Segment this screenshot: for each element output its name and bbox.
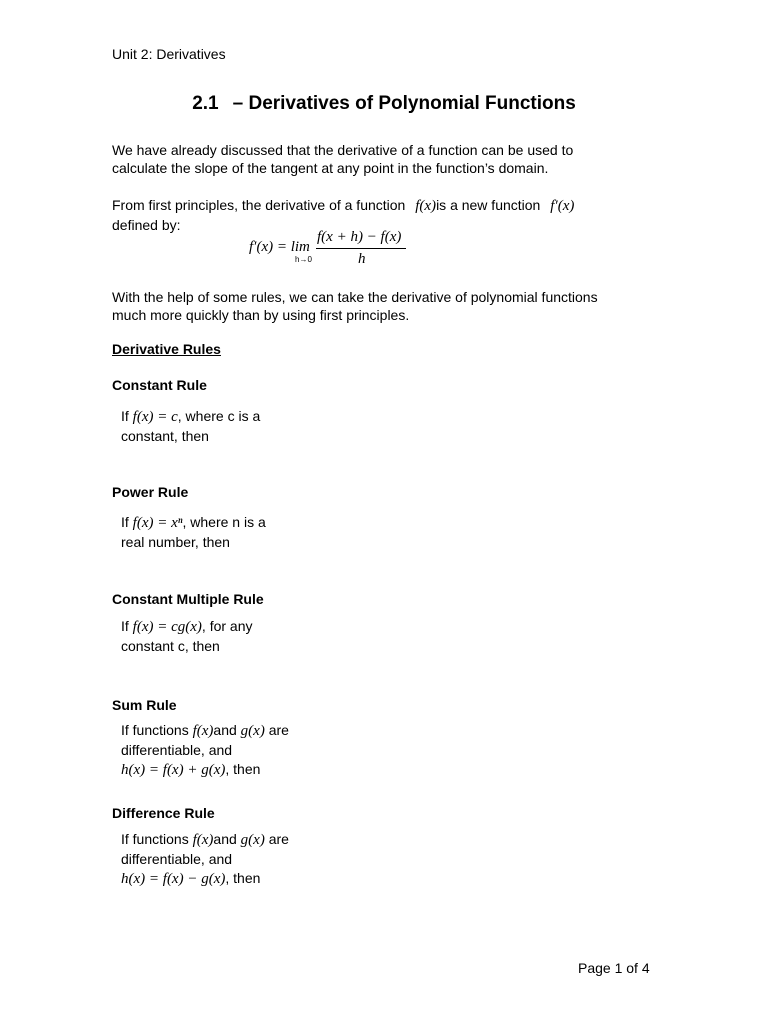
section-number: 2.1	[192, 93, 219, 114]
rule-text: and	[213, 831, 237, 847]
rule-text: If	[121, 408, 129, 424]
section-title: – Derivatives of Polynomial Functions	[232, 93, 576, 114]
difference-rule-heading: Difference Rule	[112, 805, 215, 821]
rule-text: , then	[225, 761, 261, 777]
first-principles-text-a: From first principles, the derivative of a function	[112, 197, 406, 213]
rule-text: If	[121, 618, 129, 634]
defined-by-text: defined by:	[112, 217, 181, 233]
rule-math: f(x)	[192, 723, 214, 739]
formula-lhs: f′(x) = lim	[249, 239, 310, 255]
power-rule-body	[121, 513, 266, 552]
formula-denominator: h	[358, 251, 366, 267]
page-title	[0, 93, 768, 115]
rule-text: If functions	[121, 722, 189, 738]
rule-math: f(x) = cg(x)	[132, 619, 202, 635]
intro-paragraph	[112, 141, 573, 177]
rule-text: are	[268, 722, 289, 738]
fx-expression: f(x)	[415, 198, 437, 214]
rule-math: f(x) = xⁿ	[132, 515, 183, 531]
rule-text: differentiable, and	[121, 742, 233, 758]
power-rule-heading: Power Rule	[112, 484, 189, 500]
rules-intro-paragraph	[112, 288, 598, 324]
sum-rule-heading: Sum Rule	[112, 697, 177, 713]
rule-text: constant c, then	[121, 638, 220, 654]
rule-text: differentiable, and	[121, 851, 233, 867]
rule-text: , where c is a	[177, 408, 261, 424]
rule-math: g(x)	[240, 832, 265, 848]
rules-intro-line-2: much more quickly than by using first principles.	[112, 307, 410, 323]
rule-text: If	[121, 514, 129, 530]
derivative-rules-heading: Derivative Rules	[112, 341, 221, 357]
rule-text: and	[213, 722, 237, 738]
intro-line-1: We have already discussed that the derivative of a function can be used to	[112, 142, 574, 158]
fraction-bar	[316, 248, 406, 249]
rule-text: , where n is a	[182, 514, 266, 530]
constant-multiple-rule-body	[121, 617, 253, 656]
fprime-expression: f′(x)	[550, 198, 575, 214]
rules-intro-line-1: With the help of some rules, we can take the derivative of polynomial functions	[112, 289, 598, 305]
page-number: Page 1 of 4	[578, 960, 650, 976]
document-header: Unit 2: Derivatives	[112, 46, 226, 62]
intro-line-2: calculate the slope of the tangent at any point in the function’s domain.	[112, 160, 549, 176]
rule-math: f(x) = c	[132, 409, 178, 425]
sum-rule-body	[121, 721, 289, 780]
rule-text: If functions	[121, 831, 189, 847]
rule-math: h(x) = f(x) + g(x)	[121, 762, 226, 778]
rule-math: f(x)	[192, 832, 214, 848]
constant-rule-heading: Constant Rule	[112, 377, 207, 393]
formula-numerator: f(x + h) − f(x)	[317, 229, 402, 245]
constant-rule-body	[121, 407, 260, 446]
rule-text: real number, then	[121, 534, 230, 550]
rule-text: constant, then	[121, 428, 209, 444]
first-principles-line	[112, 196, 574, 215]
rule-text: , for any	[201, 618, 253, 634]
difference-rule-body	[121, 830, 289, 889]
first-principles-text-b: is a new function	[436, 197, 541, 213]
rule-math: g(x)	[240, 723, 265, 739]
rule-text: are	[268, 831, 289, 847]
rule-math: h(x) = f(x) − g(x)	[121, 871, 226, 887]
rule-text: , then	[225, 870, 261, 886]
constant-multiple-rule-heading: Constant Multiple Rule	[112, 591, 264, 607]
limit-subscript: h→0	[295, 255, 312, 264]
